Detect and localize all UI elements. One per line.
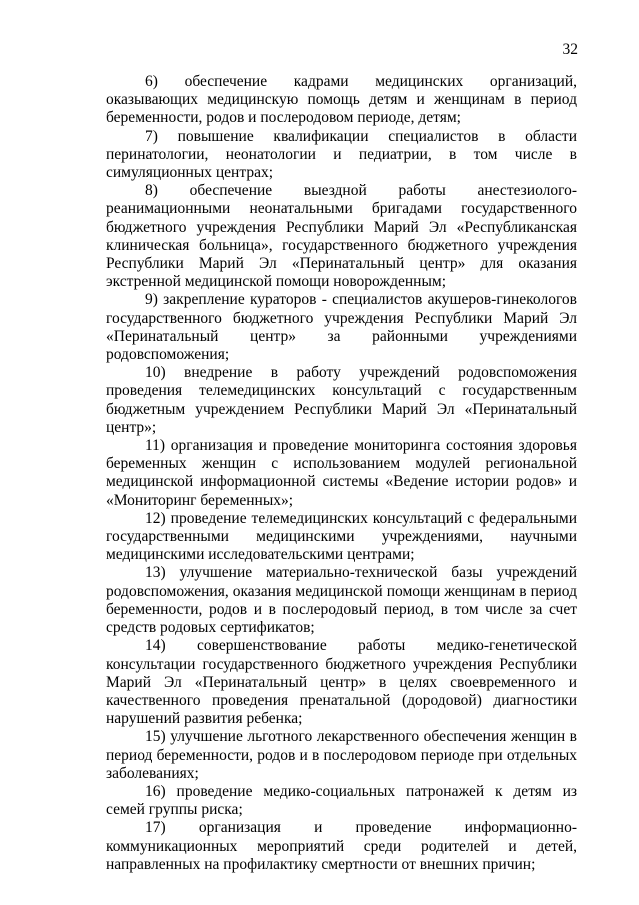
- list-item-16: 16) проведение медико-социальных патронажей к детям из семей группы риска;: [106, 782, 577, 819]
- list-item-8: 8) обеспечение выездной работы анестезиолого-реанимационными неонатальными бригадами государственного бюджетного учреждения Республики Марий Эл «Республиканская клиническая больница», государственного бюджетного учреждения Республики Марий Эл «Перинатальный центр» для оказания экстренной медицинской помощи новорожденным;: [106, 182, 577, 291]
- list-item-9: 9) закрепление кураторов - специалистов акушеров-гинекологов государственного бюджетного учреждения Республики Марий Эл «Перинатальный центр» за районными учреждениями родовспоможения;: [106, 291, 577, 364]
- list-item-10: 10) внедрение в работу учреждений родовспоможения проведения телемедицинских консультаций с государственным бюджетным учреждением Республики Марий Эл «Перинатальный центр»;: [106, 364, 577, 436]
- list-item-17: 17) организация и проведение информационно-коммуникационных мероприятий среди родителей и детей, направленных на профилактику смертности от внешних причин;: [106, 819, 577, 873]
- list-item-13: 13) улучшение материально-технической базы учреждений родовспоможения, оказания медицинской помощи женщинам в период беременности, родов и в послеродовый период, в том числе за счет средств родовых сертификатов;: [106, 564, 577, 637]
- body-text: [106, 73, 577, 874]
- list-item-15: 15) улучшение льготного лекарственного обеспечения женщин в период беременности, родов и в послеродовом периоде при отдельных заболеваниях;: [106, 728, 577, 782]
- page-number: 32: [562, 41, 578, 58]
- list-item-7: 7) повышение квалификации специалистов в области перинатологии, неонатологии и педиатрии, в том числе в симуляционных центрах;: [106, 127, 577, 182]
- list-item-11: 11) организация и проведение мониторинга состояния здоровья беременных женщин с использованием модулей региональной медицинской информационной системы «Ведение истории родов» и «Мониторинг беременных»;: [106, 437, 577, 509]
- list-item-6: 6) обеспечение кадрами медицинских организаций, оказывающих медицинскую помощь детям и женщинам в период беременности, родов и послеродовом периоде, детям;: [106, 73, 577, 127]
- list-item-14: 14) совершенствование работы медико-генетической консультации государственного бюджетного учреждения Республики Марий Эл «Перинатальный центр» в целях своевременного и качественного проведения пренатальной (дородовой) диагностики нарушений развития ребенка;: [106, 637, 577, 728]
- list-item-12: 12) проведение телемедицинских консультаций с федеральными государственными медицинскими учреждениями, научными медицинскими исследовательскими центрами;: [106, 509, 577, 564]
